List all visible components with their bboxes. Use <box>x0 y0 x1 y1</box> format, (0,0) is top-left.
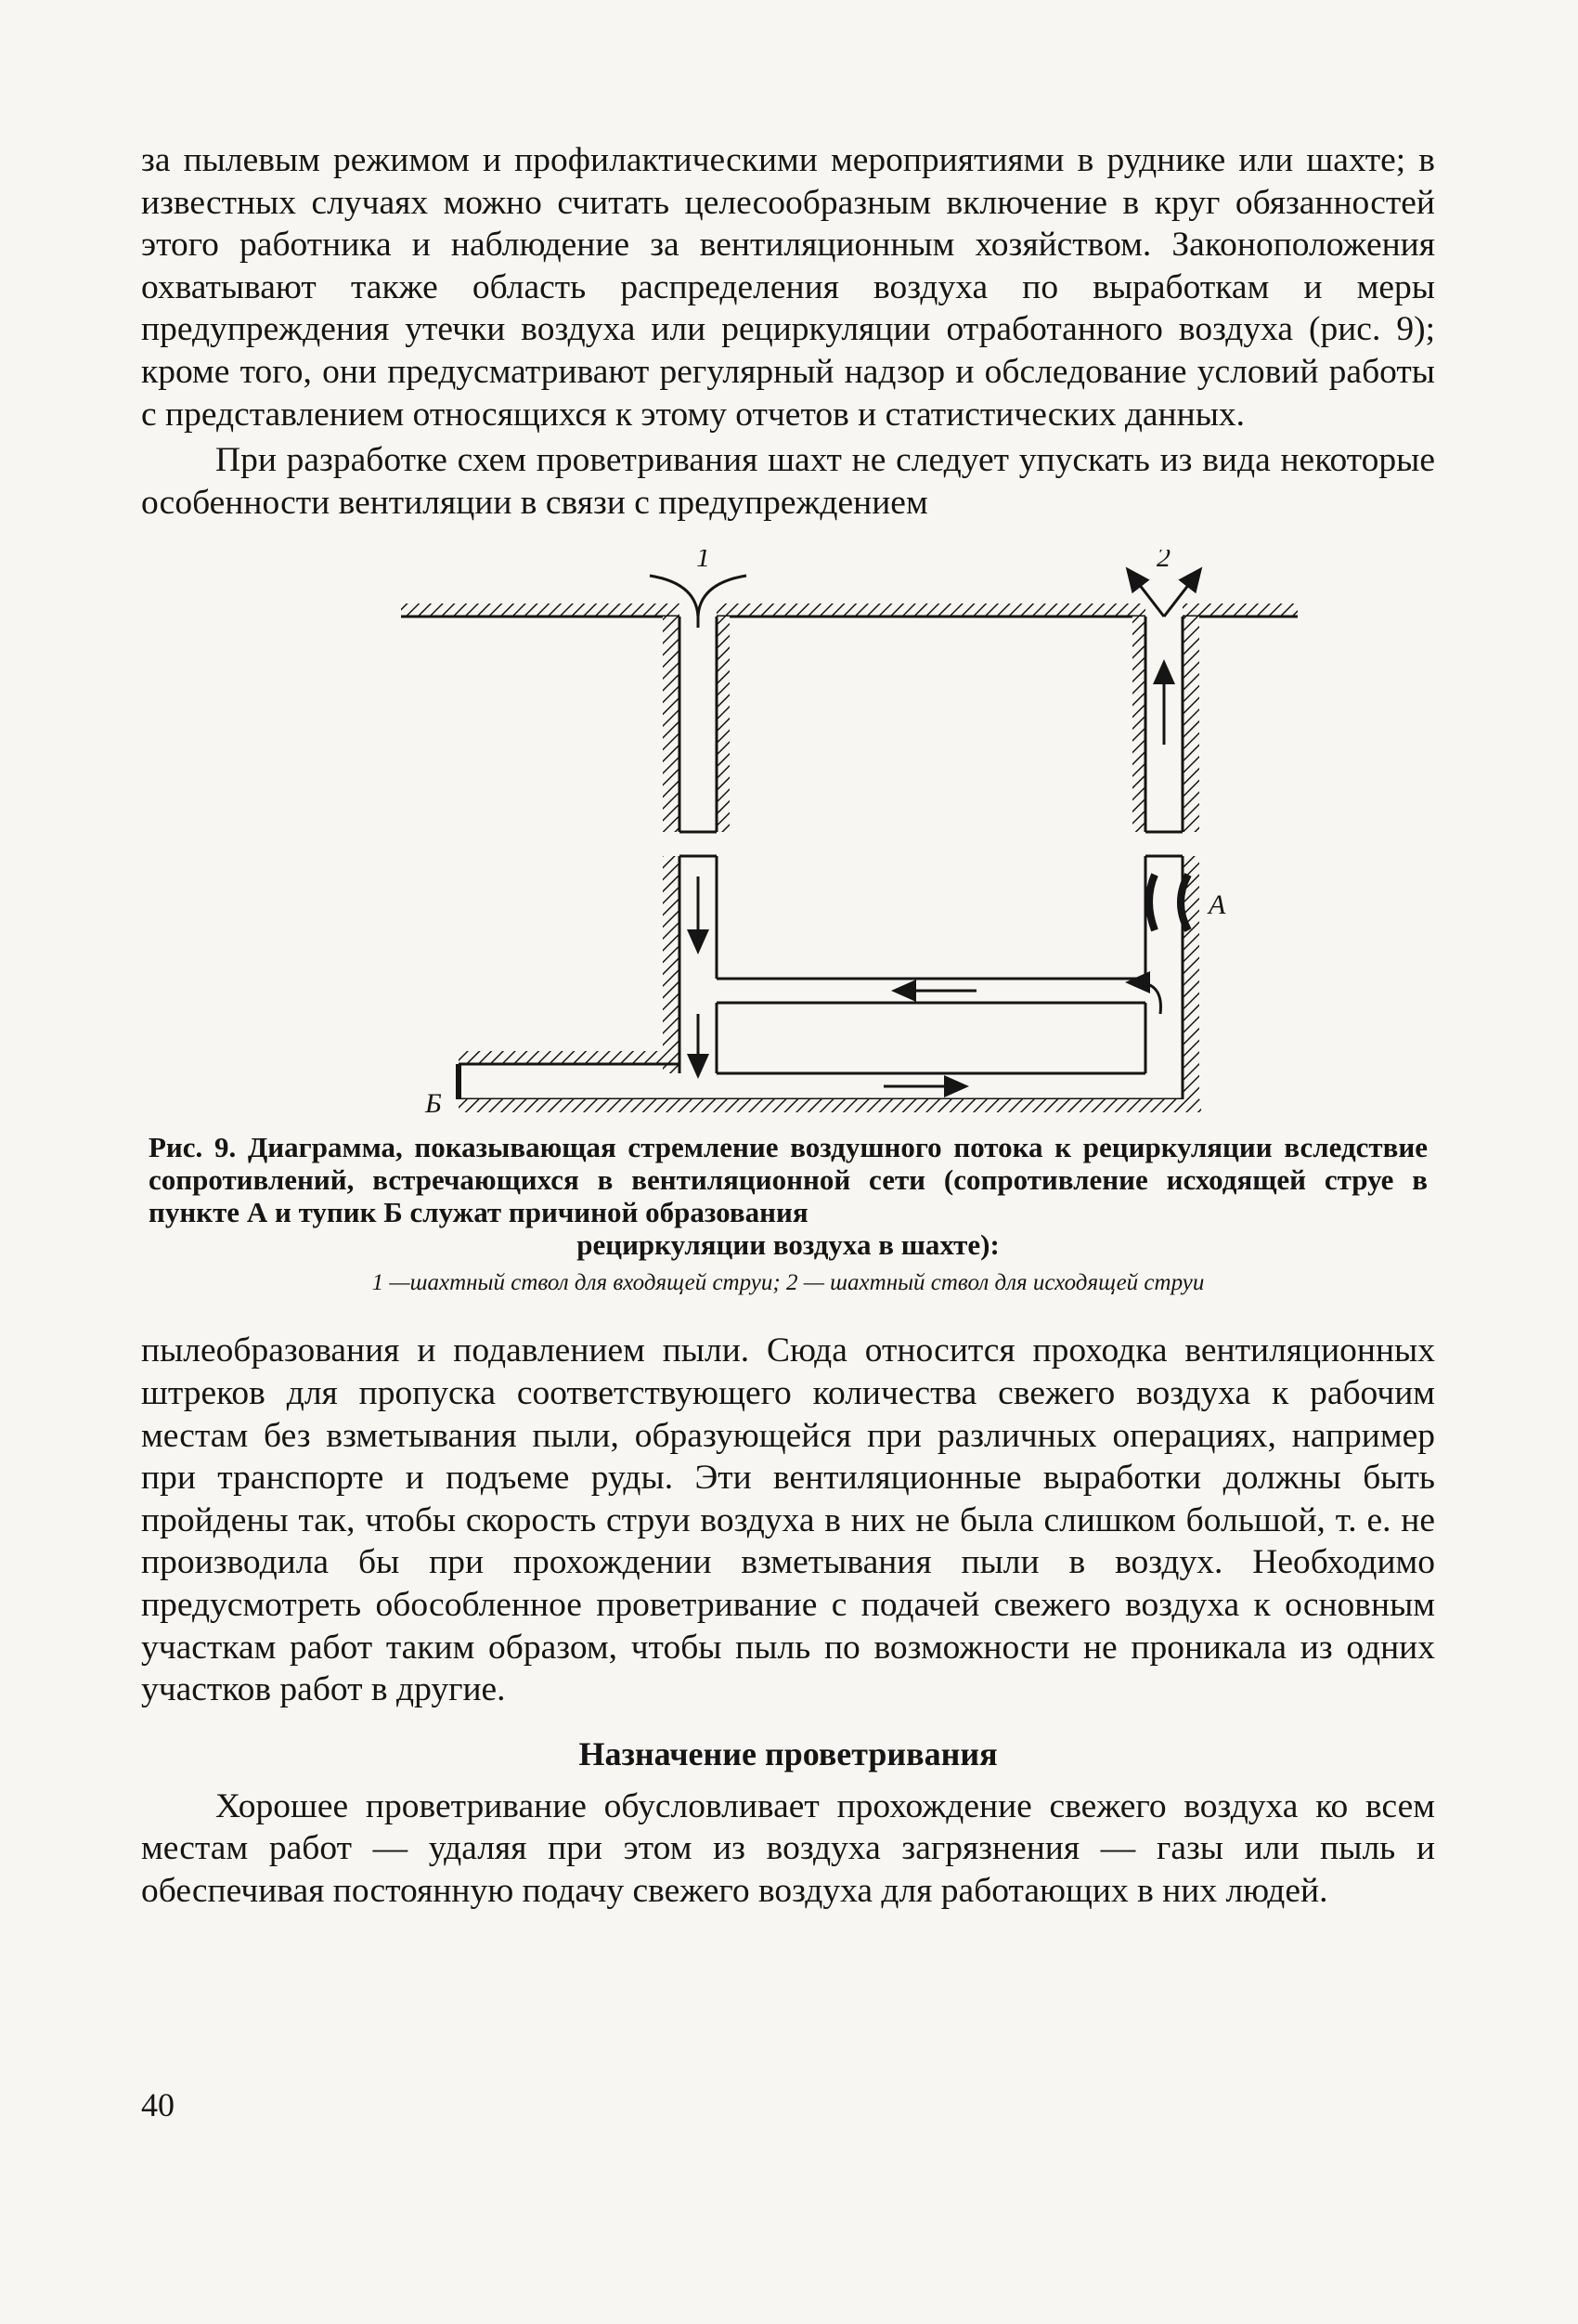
figure-legend: 1 —шахтный ствол для входящей струи; 2 — шахтный ствол для исходящей струи <box>371 1270 1205 1296</box>
paragraph-4: Хорошее проветривание обусловливает прохождение свежего воздуха ко всем местам работ — удаляя при этом из воздуха загрязнения — газы или пыль и обеспечивая постоянную подачу свежего воздуха для работающих в них людей. <box>141 1786 1435 1910</box>
book-page <box>141 139 1435 1912</box>
lower-drift <box>459 1051 1201 1112</box>
paragraph-2: При разработке схем проветривания шахт не следует упускать из вида некоторые особенности вентиляции в связи с предупреждением <box>141 441 1435 522</box>
ground-mid <box>717 604 1145 617</box>
shaft-1-lower <box>663 856 717 1073</box>
ground-left <box>401 604 679 617</box>
paragraph-3: пылеобразования и подавлением пыли. Сюда относится проходка вентиляционных штреков для пропуска соответствующего количества свежего воздуха к рабочим местам без взметывания пыли, образующейся при различных операциях, например при транспорте и подъеме руды. Эти вентиляционные выработки должны быть пройдены так, чтобы скорость струи воздуха в них не была слишком большой, т. е. не производила бы при прохождении взметывания пыли в воздух. Необходимо предусмотреть обособленное проветривание с подачей свежего воздуха к основным участкам работ таким образом, чтобы пыль по возможности не проникала из одних участков работ в другие. <box>141 1331 1435 1709</box>
figure-label-b: Б <box>425 1088 442 1120</box>
figure-label-1: 1 <box>696 550 710 574</box>
caption-main: Рис. 9. Диаграмма, показывающая стремление воздушного потока к рециркуляции вследствие сопротивлений, встречающихся в вентиляционной сети (сопротивление исходящей струе в пункте А и тупик Б служат причиной образования <box>149 1131 1428 1229</box>
paragraph-1: за пылевым режимом и профилактическими мероприятиями в руднике или шахте; в известных случаях можно считать целесообразным включение в круг обязанностей этого работника и наблюдение за вентиляционным хозяйством. Законоположения охватывают также область распределения воздуха по выработкам и меры предупреждения утечки воздуха или рециркуляции отработанного воздуха (рис. 9); кроме того, они предусматривают регулярный надзор и обследование условий работы с представлением относящихся к этому отчетов и статистических данных. <box>141 141 1435 434</box>
figure-caption <box>141 1131 1435 1261</box>
shaft-2-upper <box>1132 617 1199 832</box>
figure-label-a: A <box>1209 889 1226 921</box>
section-heading: Назначение проветривания <box>578 1734 998 1772</box>
mine-ventilation-diagram <box>141 550 1435 1125</box>
resistance-point-a <box>1149 875 1155 930</box>
figure-9 <box>141 550 1435 1125</box>
ground-right <box>1183 604 1298 617</box>
page-number: 40 <box>141 2086 175 2123</box>
figure-label-2: 2 <box>1157 550 1171 574</box>
shaft-1-upper <box>663 617 730 832</box>
shaft-2-lower <box>1136 856 1199 1099</box>
upper-drift <box>717 979 1145 1003</box>
caption-end: рециркуляции воздуха в шахте): <box>576 1228 1000 1262</box>
